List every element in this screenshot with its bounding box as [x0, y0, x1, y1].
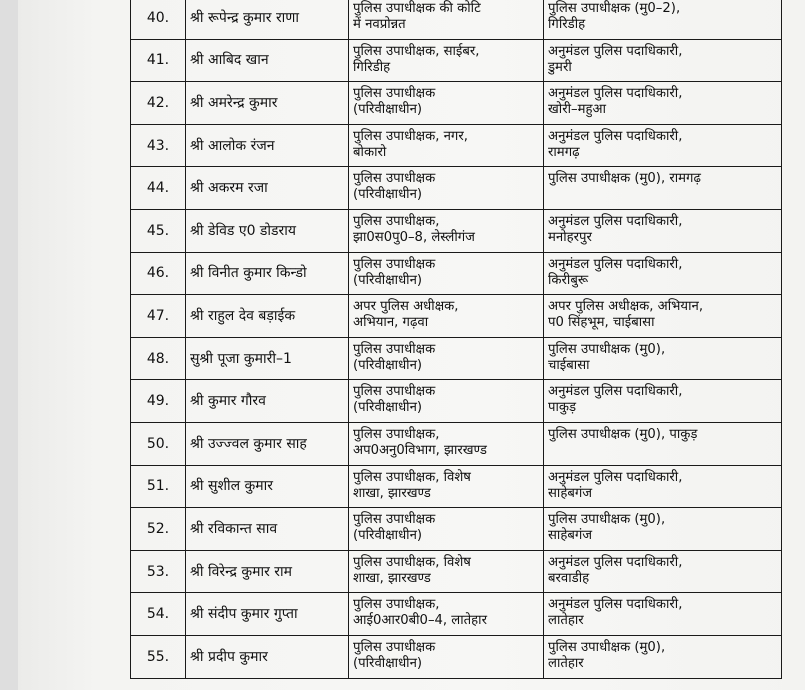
current-posting-line: अप0अनु0विभाग, झारखण्ड: [353, 442, 487, 458]
serial-number: 50.: [131, 422, 186, 465]
current-posting-line: पुलिस उपाधीक्षक, नगर,: [353, 128, 468, 144]
new-posting-line: अनुमंडल पुलिस पदाधिकारी,: [548, 597, 683, 613]
officer-name: श्री संदीप कुमार गुप्ता: [186, 593, 349, 636]
new-posting: [544, 209, 782, 252]
current-posting-line: पुलिस उपाधीक्षक,: [353, 426, 440, 442]
new-posting-line: पाकुड़: [548, 400, 577, 416]
current-posting-line: पुलिस उपाधीक्षक, विशेष: [353, 469, 471, 485]
current-posting-line: शाखा, झारखण्ड: [353, 570, 431, 586]
current-posting-line: अपर पुलिस अधीक्षक,: [353, 299, 459, 315]
current-posting-line: पुलिस उपाधीक्षक: [353, 86, 436, 102]
current-posting: [349, 550, 544, 593]
new-posting-line: चाईबासा: [548, 357, 590, 373]
new-posting-line: पुलिस उपाधीक्षक (मु0–2),: [548, 1, 681, 16]
current-posting-line: पुलिस उपाधीक्षक: [353, 341, 436, 357]
current-posting: [349, 465, 544, 508]
current-posting-line: पुलिस उपाधीक्षक: [353, 171, 436, 187]
serial-number: 52.: [131, 508, 186, 551]
serial-number: 49.: [131, 380, 186, 423]
current-posting: [349, 380, 544, 423]
new-posting-line: अनुमंडल पुलिस पदाधिकारी,: [548, 256, 683, 272]
officer-name: श्री अमरेन्द्र कुमार: [186, 82, 349, 125]
serial-number: 41.: [131, 39, 186, 82]
table-row: [131, 209, 782, 252]
new-posting: [544, 337, 782, 380]
current-posting: [349, 422, 544, 465]
new-posting: [544, 380, 782, 423]
officer-name: श्री डेविड ए0 डोडराय: [186, 209, 349, 252]
table-row: [131, 167, 782, 210]
new-posting: [544, 252, 782, 295]
current-posting: [349, 252, 544, 295]
current-posting-line: (परिवीक्षाधीन): [353, 655, 423, 671]
current-posting: [349, 295, 544, 338]
new-posting-line: किरीबुरू: [548, 272, 589, 288]
new-posting: [544, 465, 782, 508]
officer-name: श्री राहुल देव बड़ाईक: [186, 295, 349, 338]
new-posting-line: पुलिस उपाधीक्षक (मु0),: [548, 341, 666, 357]
new-posting: [544, 422, 782, 465]
table-row: [131, 422, 782, 465]
table-row: [131, 508, 782, 551]
serial-number: 51.: [131, 465, 186, 508]
new-posting: [544, 635, 782, 678]
current-posting: [349, 82, 544, 125]
table-row: [131, 124, 782, 167]
new-posting: [544, 593, 782, 636]
officer-name: श्री रविकान्त साव: [186, 508, 349, 551]
new-posting: [544, 39, 782, 82]
current-posting-line: बोकारो: [353, 144, 387, 160]
new-posting-line: लातेहार: [548, 655, 584, 671]
officer-name: श्री विरेन्द्र कुमार राम: [186, 550, 349, 593]
new-posting: [544, 550, 782, 593]
officer-name: सुश्री पूजा कुमारी–1: [186, 337, 349, 380]
new-posting-line: पुलिस उपाधीक्षक (मु0), रामगढ़: [548, 171, 701, 187]
table-row: [131, 337, 782, 380]
serial-number: 55.: [131, 635, 186, 678]
new-posting: [544, 167, 782, 210]
new-posting-line: बरवाडीह: [548, 570, 590, 586]
current-posting-line: (परिवीक्षाधीन): [353, 400, 423, 416]
new-posting-line: मनोहरपुर: [548, 229, 592, 245]
serial-number: 42.: [131, 82, 186, 125]
table-row: [131, 39, 782, 82]
table-row: [131, 82, 782, 125]
new-posting-line: अनुमंडल पुलिस पदाधिकारी,: [548, 43, 683, 59]
new-posting-line: डुमरी: [548, 59, 572, 75]
new-posting: [544, 508, 782, 551]
serial-number: 45.: [131, 209, 186, 252]
new-posting-line: पुलिस उपाधीक्षक (मु0),: [548, 512, 666, 528]
new-posting-line: पुलिस उपाधीक्षक (मु0), पाकुड़: [548, 426, 698, 442]
current-posting-line: में नवप्रोन्नत: [353, 17, 406, 32]
new-posting-line: अनुमंडल पुलिस पदाधिकारी,: [548, 469, 683, 485]
current-posting-line: पुलिस उपाधीक्षक,: [353, 213, 440, 229]
table-row: [131, 635, 782, 678]
new-posting-line: प0 सिंहभूम, चाईबासा: [548, 315, 655, 331]
officer-name: श्री आबिद खान: [186, 39, 349, 82]
current-posting-line: पुलिस उपाधीक्षक, विशेष: [353, 554, 471, 570]
new-posting-line: अनुमंडल पुलिस पदाधिकारी,: [548, 554, 683, 570]
current-posting-line: गिरिडीह: [353, 59, 391, 75]
new-posting: [544, 0, 782, 39]
officer-name: श्री सुशील कुमार: [186, 465, 349, 508]
current-posting: [349, 167, 544, 210]
current-posting-line: झा0स0पु0–8, लेस्लीगंज: [353, 229, 475, 245]
serial-number: 44.: [131, 167, 186, 210]
current-posting: [349, 337, 544, 380]
current-posting-line: शाखा, झारखण्ड: [353, 485, 431, 501]
current-posting: [349, 209, 544, 252]
table-row: [131, 380, 782, 423]
officer-name: श्री उज्ज्वल कुमार साह: [186, 422, 349, 465]
current-posting-line: अभियान, गढ़वा: [353, 315, 429, 331]
serial-number: 43.: [131, 124, 186, 167]
current-posting-line: पुलिस उपाधीक्षक: [353, 639, 436, 655]
new-posting-line: साहेबगंज: [548, 528, 593, 544]
table-row: [131, 0, 782, 39]
new-posting-line: अनुमंडल पुलिस पदाधिकारी,: [548, 384, 683, 400]
current-posting-line: (परिवीक्षाधीन): [353, 357, 423, 373]
serial-number: 53.: [131, 550, 186, 593]
officer-name: श्री रूपेन्द्र कुमार राणा: [186, 0, 349, 39]
transfer-table-body: [131, 0, 782, 678]
current-posting: [349, 39, 544, 82]
new-posting-line: साहेबगंज: [548, 485, 593, 501]
current-posting-line: पुलिस उपाधीक्षक: [353, 384, 436, 400]
table-row: [131, 252, 782, 295]
new-posting-line: पुलिस उपाधीक्षक (मु0),: [548, 639, 666, 655]
table-row: [131, 593, 782, 636]
new-posting-line: लातेहार: [548, 613, 584, 629]
current-posting: [349, 0, 544, 39]
transfer-table: [130, 0, 782, 679]
table-row: [131, 550, 782, 593]
table-row: [131, 295, 782, 338]
new-posting-line: अनुमंडल पुलिस पदाधिकारी,: [548, 128, 683, 144]
officer-name: श्री प्रदीप कुमार: [186, 635, 349, 678]
officer-name: श्री विनीत कुमार किन्डो: [186, 252, 349, 295]
current-posting-line: पुलिस उपाधीक्षक: [353, 512, 436, 528]
new-posting-line: खोरी–महुआ: [548, 102, 606, 118]
new-posting-line: अनुमंडल पुलिस पदाधिकारी,: [548, 86, 683, 102]
current-posting-line: पुलिस उपाधीक्षक, साईबर,: [353, 43, 480, 59]
serial-number: 54.: [131, 593, 186, 636]
current-posting-line: (परिवीक्षाधीन): [353, 187, 423, 203]
serial-number: 48.: [131, 337, 186, 380]
new-posting-line: अनुमंडल पुलिस पदाधिकारी,: [548, 213, 683, 229]
table-row: [131, 465, 782, 508]
current-posting-line: पुलिस उपाधीक्षक: [353, 256, 436, 272]
current-posting-line: (परिवीक्षाधीन): [353, 272, 423, 288]
current-posting: [349, 508, 544, 551]
new-posting: [544, 82, 782, 125]
current-posting-line: (परिवीक्षाधीन): [353, 102, 423, 118]
new-posting: [544, 295, 782, 338]
page-left-edge: [0, 0, 18, 690]
serial-number: 40.: [131, 0, 186, 39]
new-posting-line: रामगढ़: [548, 144, 580, 160]
officer-name: श्री अकरम रजा: [186, 167, 349, 210]
officer-name: श्री कुमार गौरव: [186, 380, 349, 423]
new-posting: [544, 124, 782, 167]
serial-number: 46.: [131, 252, 186, 295]
current-posting-line: (परिवीक्षाधीन): [353, 528, 423, 544]
current-posting-line: पुलिस उपाधीक्षक,: [353, 597, 440, 613]
new-posting-line: अपर पुलिस अधीक्षक, अभियान,: [548, 299, 704, 315]
current-posting: [349, 593, 544, 636]
officer-name: श्री आलोक रंजन: [186, 124, 349, 167]
new-posting-line: गिरिडीह: [548, 17, 586, 32]
serial-number: 47.: [131, 295, 186, 338]
current-posting: [349, 635, 544, 678]
current-posting: [349, 124, 544, 167]
current-posting-line: आई0आर0बी0–4, लातेहार: [353, 613, 487, 629]
current-posting-line: पुलिस उपाधीक्षक की कोटि: [353, 1, 481, 16]
